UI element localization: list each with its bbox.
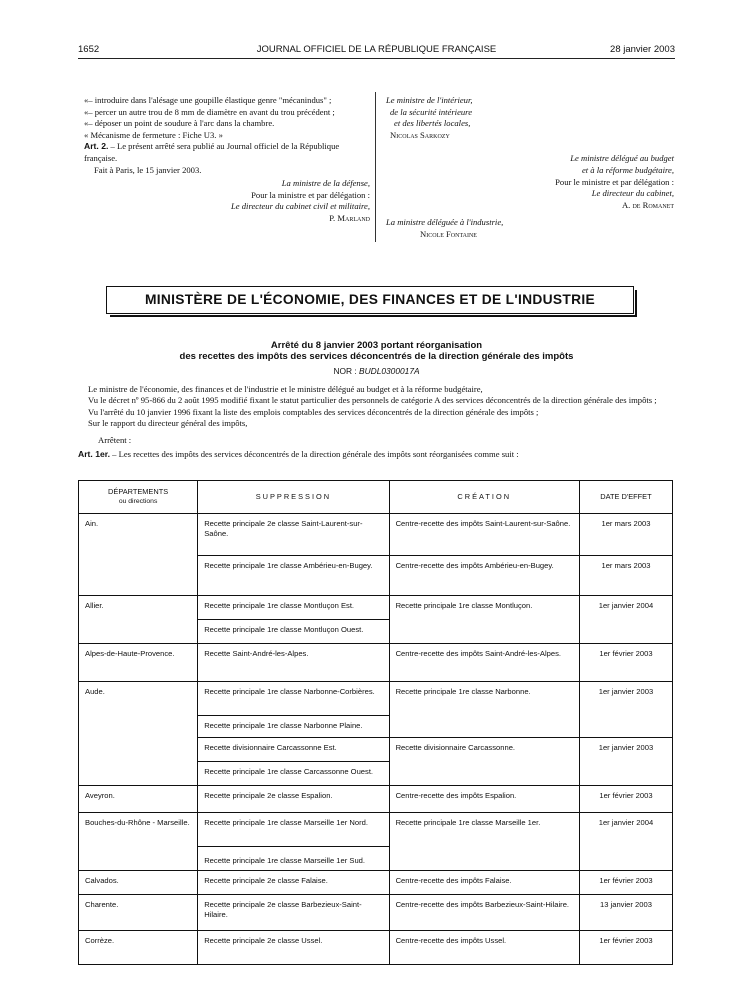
table-row bbox=[79, 895, 673, 931]
signature-line: Pour la ministre et par délégation : bbox=[251, 189, 370, 200]
bullet-item: «– percer un autre trou de 8 mm de diamètre en avant du trou précédent ; bbox=[84, 106, 335, 117]
table-row bbox=[79, 644, 673, 682]
date-cell: 1er mars 2003 bbox=[579, 556, 672, 596]
creation-cell: Recette principale 1re classe Marseille 1er. bbox=[389, 813, 579, 871]
date-cell: 1er janvier 2003 bbox=[579, 682, 672, 738]
preamble-paragraph: Le ministre de l'économie, des finances et de l'industrie et le ministre délégué au budget et à la réforme budgétaire, bbox=[88, 384, 483, 394]
date-cell: 1er février 2003 bbox=[579, 644, 672, 682]
arrete-title-line2: des recettes des impôts des services déconcentrés de la direction générale des impôts bbox=[179, 351, 574, 362]
ministry-heading: MINISTÈRE DE L'ÉCONOMIE, DES FINANCES ET DE L'INDUSTRIE bbox=[106, 286, 634, 314]
header-suppression bbox=[198, 481, 389, 514]
article-2-text: – Le présent arrêté sera publié au Journal officiel de la République française. bbox=[84, 141, 340, 163]
signature-block-defense bbox=[84, 178, 370, 224]
nor-code: BUDL0300017A bbox=[359, 366, 420, 376]
signature-block-industrie bbox=[386, 217, 676, 240]
suppression-cell: Recette principale 1re classe Marseille 1er Nord. bbox=[198, 813, 389, 847]
date-cell: 1er février 2003 bbox=[579, 931, 672, 965]
signature-line: Le ministre de l'intérieur, bbox=[386, 95, 473, 105]
nor-label: NOR : bbox=[333, 366, 360, 376]
creation-cell: Recette principale 1re classe Narbonne. bbox=[389, 682, 579, 738]
column-divider bbox=[375, 92, 376, 242]
header-creation-text: CRÉATION bbox=[457, 492, 512, 502]
signature-line: Le directeur du cabinet civil et militaire, bbox=[231, 201, 370, 212]
date-cell: 1er janvier 2004 bbox=[579, 813, 672, 871]
suppression-cell: Recette principale 2e classe Falaise. bbox=[198, 871, 389, 895]
creation-cell: Centre-recette des impôts Falaise. bbox=[389, 871, 579, 895]
suppression-cell: Recette Saint-André-les-Alpes. bbox=[198, 644, 389, 682]
header-dept-line1: DÉPARTEMENTS bbox=[108, 487, 169, 497]
table-row bbox=[79, 514, 673, 556]
header-departements bbox=[79, 481, 198, 514]
bullet-item: «– introduire dans l'alésage une goupille élastique genre "mécanindus" ; bbox=[84, 95, 332, 105]
header-date-text: DATE D'EFFET bbox=[600, 492, 652, 502]
right-column bbox=[386, 95, 676, 241]
issue-date: 28 janvier 2003 bbox=[610, 44, 675, 55]
bullet-item: « Mécanisme de fermeture : Fiche U3. » bbox=[84, 129, 223, 140]
suppression-cell: Recette principale 2e classe Ussel. bbox=[198, 931, 389, 965]
header-suppression-text: SUPPRESSION bbox=[255, 492, 332, 502]
signature-line: et des libertés locales, bbox=[394, 118, 471, 129]
dept-cell: Charente. bbox=[79, 895, 198, 931]
suppression-cell: Recette principale 1re classe Ambérieu-en-Bugey. bbox=[198, 556, 389, 596]
article-1-label: Art. 1er. bbox=[78, 449, 111, 460]
date-cell: 1er janvier 2004 bbox=[579, 596, 672, 644]
arrete-body bbox=[78, 384, 675, 460]
table-row bbox=[79, 813, 673, 847]
header-dept-line2: ou directions bbox=[118, 498, 158, 505]
header-creation bbox=[389, 481, 579, 514]
signature-line: La ministre de la défense, bbox=[281, 178, 370, 189]
creation-cell: Centre-recette des impôts Saint-André-les-Alpes. bbox=[389, 644, 579, 682]
creation-cell: Centre-recette des impôts Saint-Laurent-sur-Saône. bbox=[389, 514, 579, 556]
creation-cell: Recette principale 1re classe Montluçon. bbox=[389, 596, 579, 644]
dept-cell: Alpes-de-Haute-Provence. bbox=[79, 644, 198, 682]
creation-cell: Centre-recette des impôts Espalion. bbox=[389, 786, 579, 813]
creation-cell: Recette divisionnaire Carcassonne. bbox=[389, 738, 579, 786]
header-date-effet bbox=[579, 481, 672, 514]
signature-line: de la sécurité intérieure bbox=[390, 106, 473, 117]
signatory-name: Nicole Fontaine bbox=[420, 228, 477, 239]
dept-cell: Calvados. bbox=[79, 871, 198, 895]
nor-reference bbox=[78, 366, 675, 376]
signatory-name: P. Marland bbox=[329, 212, 370, 223]
date-cell: 1er janvier 2003 bbox=[579, 738, 672, 786]
dept-cell: Bouches-du-Rhône - Marseille. bbox=[79, 813, 198, 871]
preamble-paragraph: Vu l'arrêté du 10 janvier 1996 fixant la liste des emplois comptables des services déconcentrés de la direction générale des impôts ; bbox=[88, 406, 539, 417]
left-column bbox=[84, 95, 370, 225]
page-header bbox=[78, 42, 675, 59]
page-number: 1652 bbox=[78, 44, 100, 55]
suppression-cell: Recette principale 1re classe Marseille 1er Sud. bbox=[198, 847, 389, 871]
creation-cell: Centre-recette des impôts Ambérieu-en-Bugey. bbox=[389, 556, 579, 596]
date-cell: 1er février 2003 bbox=[579, 786, 672, 813]
table-row bbox=[79, 786, 673, 813]
table-row bbox=[79, 596, 673, 620]
bullet-item: «– déposer un point de soudure à l'arc dans la chambre. bbox=[84, 118, 275, 129]
article-2-label: Art. 2. bbox=[84, 141, 109, 152]
signature-block-interieur bbox=[386, 95, 676, 141]
signature-line: La ministre déléguée à l'industrie, bbox=[386, 217, 504, 228]
creation-cell: Centre-recette des impôts Ussel. bbox=[389, 931, 579, 965]
dept-cell: Ain. bbox=[79, 514, 198, 596]
suppression-cell: Recette principale 1re classe Narbonne-Corbières. bbox=[198, 682, 389, 716]
reorganisation-table bbox=[78, 480, 673, 965]
creation-cell: Centre-recette des impôts Barbezieux-Saint-Hilaire. bbox=[389, 895, 579, 931]
suppression-cell: Recette principale 1re classe Montluçon Ouest. bbox=[198, 620, 389, 644]
arrete-title-line1: Arrêté du 8 janvier 2003 portant réorganisation bbox=[270, 340, 483, 351]
signatory-name: Nicolas Sarkozy bbox=[390, 129, 450, 140]
date-cell: 1er mars 2003 bbox=[579, 514, 672, 556]
dept-cell: Aude. bbox=[79, 682, 198, 786]
suppression-cell: Recette principale 1re classe Carcassonne Ouest. bbox=[198, 762, 389, 786]
table-row bbox=[79, 931, 673, 965]
arretent: Arrêtent : bbox=[98, 434, 132, 445]
suppression-cell: Recette principale 1re classe Montluçon Est. bbox=[198, 596, 389, 620]
preamble-paragraph: Vu le décret nº 95-866 du 2 août 1995 modifié fixant le statut particulier des personnels de catégorie A des services déconcentrés de la direction générale des impôts ; bbox=[88, 395, 657, 406]
dept-cell: Corrèze. bbox=[79, 931, 198, 965]
article-1-text: – Les recettes des impôts des services déconcentrés de la direction générale des impôts sont réorganisées comme suit : bbox=[110, 449, 519, 460]
signature-line: Le ministre délégué au budget bbox=[570, 153, 674, 164]
journal-title: JOURNAL OFFICIEL DE LA RÉPUBLIQUE FRANÇAISE bbox=[256, 44, 497, 55]
done-at: Fait à Paris, le 15 janvier 2003. bbox=[94, 164, 202, 175]
date-cell: 13 janvier 2003 bbox=[579, 895, 672, 931]
table-header-row bbox=[79, 481, 673, 514]
suppression-cell: Recette principale 2e classe Saint-Laurent-sur-Saône. bbox=[198, 514, 389, 556]
preamble-paragraph: Sur le rapport du directeur général des impôts, bbox=[88, 418, 248, 429]
table-row bbox=[79, 871, 673, 895]
signatory-name: A. de Romanet bbox=[621, 199, 674, 210]
dept-cell: Allier. bbox=[79, 596, 198, 644]
dept-cell: Aveyron. bbox=[79, 786, 198, 813]
date-cell: 1er février 2003 bbox=[579, 871, 672, 895]
suppression-cell: Recette principale 1re classe Narbonne Plaine. bbox=[198, 716, 389, 738]
suppression-cell: Recette principale 2e classe Barbezieux-Saint-Hilaire. bbox=[198, 895, 389, 931]
signature-line: Le directeur du cabinet, bbox=[591, 188, 674, 199]
table-row bbox=[79, 682, 673, 716]
suppression-cell: Recette principale 2e classe Espalion. bbox=[198, 786, 389, 813]
signature-block-budget bbox=[386, 153, 676, 211]
suppression-cell: Recette divisionnaire Carcassonne Est. bbox=[198, 738, 389, 762]
signature-line: et à la réforme budgétaire, bbox=[581, 164, 674, 175]
signature-line: Pour le ministre et par délégation : bbox=[555, 176, 674, 187]
